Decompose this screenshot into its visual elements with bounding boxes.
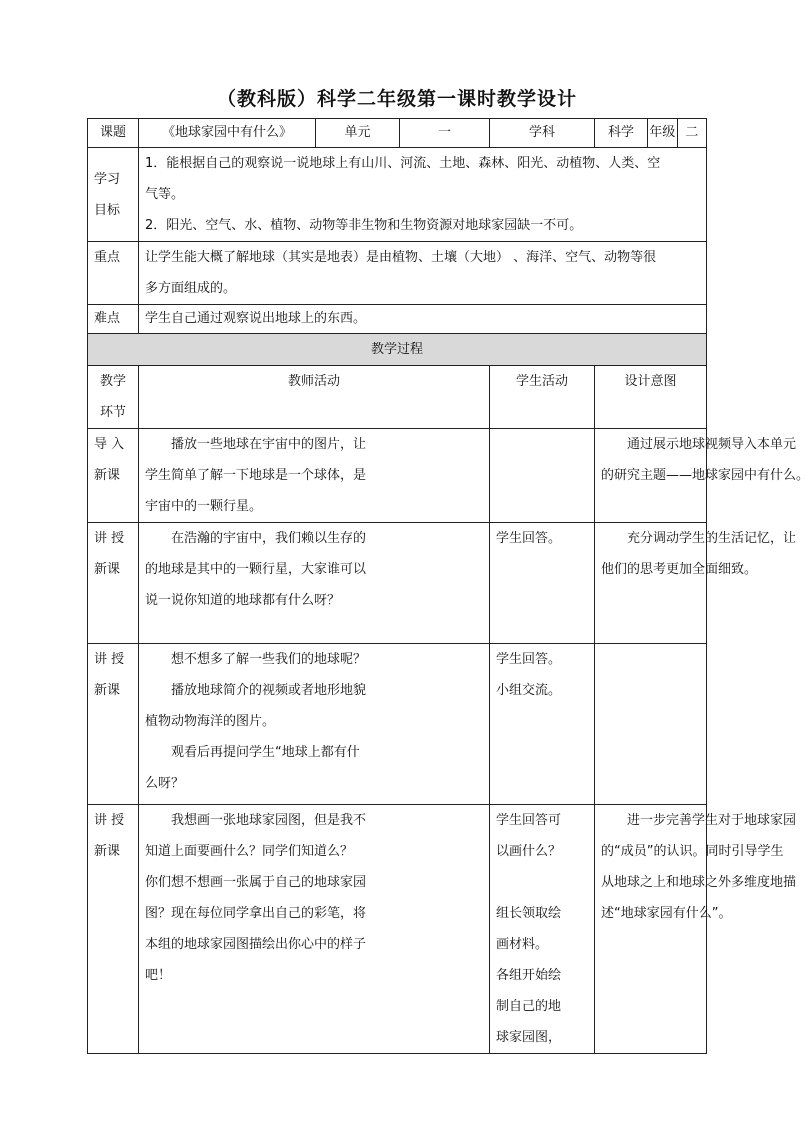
stage-line: 新课 bbox=[94, 844, 121, 859]
teacher-line: 植物动物海洋的图片。 bbox=[145, 714, 276, 729]
student-activity bbox=[490, 429, 595, 523]
teacher-line: 本组的地球家园图描绘出你心中的样子 bbox=[145, 937, 367, 952]
teacher-line: 想不想多了解一些我们的地球呢？ bbox=[171, 652, 367, 667]
intent-line: 的“成员”的认识。同时引导学生 bbox=[601, 844, 784, 859]
subject-label: 学科 bbox=[490, 119, 595, 148]
design-intent bbox=[595, 805, 797, 1054]
goal-line: 2．阳光、空气、水、植物、动物等非生物和生物资源对地球家园缺一不可。 bbox=[145, 218, 583, 233]
student-activity bbox=[490, 805, 595, 1054]
student-line: 学生回答。 bbox=[496, 531, 562, 546]
teacher-line: 知道上面要画什么？同学们知道么？ bbox=[145, 844, 354, 859]
topic-value: 《地球家园中有什么》 bbox=[139, 119, 316, 148]
difficulty-row bbox=[88, 305, 707, 334]
teacher-line: 的地球是其中的一颗行星，大家谁可以 bbox=[145, 562, 367, 577]
design-intent bbox=[595, 523, 797, 644]
stage-line: 新课 bbox=[94, 683, 121, 698]
goals-content bbox=[139, 148, 707, 242]
teacher-line: 吧！ bbox=[145, 968, 172, 983]
teacher-activity bbox=[139, 644, 490, 805]
process-row bbox=[88, 644, 707, 805]
stage-cell bbox=[88, 523, 139, 644]
teacher-column-header: 教师活动 bbox=[139, 366, 490, 429]
column-header-row bbox=[88, 366, 707, 429]
design-intent bbox=[595, 429, 809, 523]
student-line: 球家园图， bbox=[496, 1030, 562, 1045]
document-title: （教科版）科学二年级第一课时教学设计 bbox=[216, 88, 577, 110]
process-header: 教学过程 bbox=[88, 334, 707, 366]
student-line: 制自己的地 bbox=[496, 999, 562, 1014]
intent-line: 充分调动学生的生活记忆，让 bbox=[627, 531, 797, 546]
teacher-line: 播放一些地球在宇宙中的图片，让 bbox=[171, 437, 367, 452]
student-line: 小组交流。 bbox=[496, 683, 562, 698]
process-row bbox=[88, 429, 707, 523]
difficulty-content: 学生自己通过观察说出地球上的东西。 bbox=[139, 305, 707, 334]
student-line: 学生回答可 bbox=[496, 813, 562, 828]
process-row bbox=[88, 523, 707, 644]
student-line bbox=[496, 867, 588, 898]
teacher-line: 观看后再提问学生“地球上都有什 bbox=[171, 745, 360, 760]
stage-line: 导 入 bbox=[94, 437, 125, 452]
subject-value: 科学 bbox=[595, 119, 648, 148]
stage-column-header: 教学 环节 bbox=[88, 366, 139, 429]
process-header-row bbox=[88, 334, 707, 366]
intent-column-header: 设计意图 bbox=[595, 366, 707, 429]
teacher-line: 播放地球简介的视频或者地形地貌 bbox=[171, 683, 367, 698]
design-intent bbox=[595, 644, 707, 805]
grade-value: 二 bbox=[685, 125, 699, 140]
intent-line: 的研究主题——地球家园中有什么。 bbox=[601, 468, 809, 483]
teacher-line: 学生简单了解一下地球是一个球体，是 bbox=[145, 468, 367, 483]
intent-line: 通过展示地球视频导入本单元 bbox=[627, 437, 797, 452]
teacher-activity bbox=[139, 429, 490, 523]
teacher-line: 说一说你知道的地球都有什么呀？ bbox=[145, 593, 341, 608]
student-activity bbox=[490, 523, 595, 644]
stage-line: 讲 授 bbox=[94, 652, 125, 667]
goals-label: 学习 目标 bbox=[88, 148, 139, 242]
key-point-line: 让学生能大概了解地球（其实是地表）是由植物、土壤（大地） 、海洋、空气、动物等很 bbox=[145, 250, 657, 265]
process-row bbox=[88, 805, 707, 1054]
goal-line: 1．能根据自己的观察说一说地球上有山川、河流、土地、森林、阳光、动植物、人类、空 bbox=[145, 156, 661, 171]
stage-line: 新课 bbox=[94, 468, 121, 483]
stage-cell bbox=[88, 429, 139, 523]
info-row bbox=[88, 119, 707, 148]
difficulty-label: 难点 bbox=[88, 305, 139, 334]
stage-cell bbox=[88, 644, 139, 805]
intent-line: 他们的思考更加全面细致。 bbox=[601, 562, 758, 577]
unit-value: 一 bbox=[400, 119, 490, 148]
stage-line: 讲 授 bbox=[94, 813, 125, 828]
student-column-header: 学生活动 bbox=[490, 366, 595, 429]
student-line: 组长领取绘 bbox=[496, 906, 562, 921]
student-line: 学生回答。 bbox=[496, 652, 562, 667]
teacher-activity bbox=[139, 805, 490, 1054]
key-points-row bbox=[88, 242, 707, 305]
key-point-line: 多方面组成的。 bbox=[145, 281, 237, 296]
teacher-line: 你们想不想画一张属于自己的地球家园 bbox=[145, 875, 367, 890]
stage-line: 讲 授 bbox=[94, 531, 125, 546]
grade-cell bbox=[648, 119, 707, 148]
lesson-plan-table bbox=[87, 118, 809, 1054]
student-line: 各组开始绘 bbox=[496, 968, 562, 983]
key-points-label: 重点 bbox=[88, 242, 139, 305]
intent-line: 进一步完善学生对于地球家园 bbox=[627, 813, 797, 828]
goals-row bbox=[88, 148, 707, 242]
unit-label: 单元 bbox=[316, 119, 400, 148]
student-activity bbox=[490, 644, 595, 805]
key-points-content bbox=[139, 242, 707, 305]
teacher-line: 我想画一张地球家园图，但是我不 bbox=[171, 813, 367, 828]
student-line: 画材料。 bbox=[496, 937, 549, 952]
teacher-line: 宇宙中的一颗行星。 bbox=[145, 499, 263, 514]
stage-cell bbox=[88, 805, 139, 1054]
stage-line: 新课 bbox=[94, 562, 121, 577]
intent-line: 述“地球家园有什么”。 bbox=[601, 906, 732, 921]
student-line: 以画什么？ bbox=[496, 844, 562, 859]
grade-label: 年级 bbox=[648, 119, 678, 147]
topic-label: 课题 bbox=[88, 119, 139, 148]
goal-line: 气等。 bbox=[145, 187, 185, 202]
teacher-line: 在浩瀚的宇宙中，我们赖以生存的 bbox=[171, 531, 367, 546]
teacher-line: 么呀？ bbox=[145, 776, 185, 791]
intent-line: 从地球之上和地球之外多维度地描 bbox=[601, 875, 797, 890]
teacher-line: 图？现在每位同学拿出自己的彩笔，将 bbox=[145, 906, 367, 921]
teacher-activity bbox=[139, 523, 490, 644]
